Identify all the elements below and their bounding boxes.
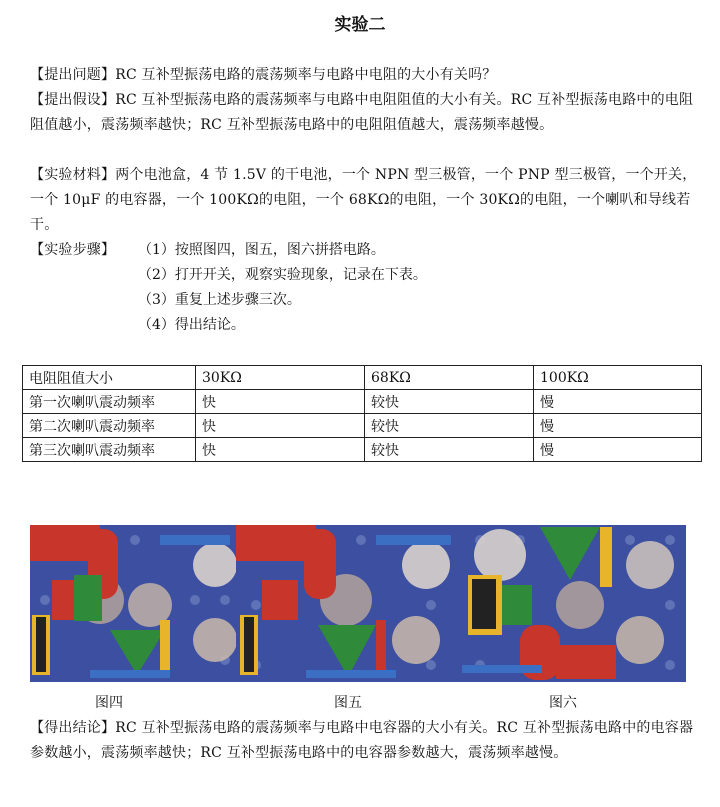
table-cell: 第二次喇叭震动频率 [23, 414, 196, 438]
page-title: 实验二 [334, 15, 386, 35]
table-cell: 较快 [365, 390, 534, 414]
table-cell: 电阻阻值大小 [23, 366, 196, 390]
circuit-photo-fig5 [236, 525, 460, 682]
results-table [22, 365, 702, 462]
table-cell: 第一次喇叭震动频率 [23, 390, 196, 414]
table-cell: 较快 [365, 414, 534, 438]
table-cell: 慢 [534, 390, 702, 414]
conclusion-paragraph: 【得出结论】RC 互补型振荡电路的震荡频率与电路中电容器的大小有关。RC 互补型振荡电路中的电容器参数越小，震荡频率越快；RC 互补型振荡电路中的电容器参数越大，震荡频率越慢。 [30, 720, 694, 761]
circuit-photos [30, 525, 686, 682]
step-item-2: （2）打开开关，观察实验现象，记录在下表。 [138, 267, 427, 283]
table-cell: 较快 [365, 438, 534, 462]
materials-paragraph: 【实验材料】两个电池盒，4 节 1.5V 的干电池，一个 NPN 型三极管，一个 PNP 型三极管，一个开关，一个 10μF 的电容器，一个 100KΩ的电阻，一个 68KΩ的电阻，一个 30KΩ的电阻，一个喇叭和导线若干。 [30, 167, 697, 233]
question-paragraph: 【提出问题】RC 互补型振荡电路的震荡频率与电路中电阻的大小有关吗？ [30, 67, 497, 83]
table-cell: 第三次喇叭震动频率 [23, 438, 196, 462]
table-cell: 68KΩ [365, 366, 534, 390]
table-cell: 慢 [534, 438, 702, 462]
table-cell: 慢 [534, 414, 702, 438]
table-row [23, 390, 702, 414]
step-item-4: （4）得出结论。 [138, 317, 245, 333]
table-cell: 30KΩ [196, 366, 365, 390]
step-item-1: （1）按照图四，图五，图六拼搭电路。 [138, 242, 385, 258]
table-row [23, 438, 702, 462]
table-cell: 快 [196, 390, 365, 414]
table-cell: 100KΩ [534, 366, 702, 390]
figure-caption-5: 图五 [334, 695, 362, 711]
step-item-3: （3）重复上述步骤三次。 [138, 292, 301, 308]
circuit-photo-fig6 [460, 525, 686, 682]
table-cell: 快 [196, 438, 365, 462]
table-row [23, 414, 702, 438]
figure-caption-6: 图六 [549, 695, 577, 711]
circuit-photo-fig4 [30, 525, 236, 682]
table-cell: 快 [196, 414, 365, 438]
steps-label: 【实验步骤】 [30, 242, 116, 258]
table-header-row [23, 366, 702, 390]
hypothesis-paragraph: 【提出假设】RC 互补型振荡电路的震荡频率与电路中电阻阻值的大小有关。RC 互补型振荡电路中的电阻阻值越小，震荡频率越快；RC 互补型振荡电路中的电阻阻值越大，震荡频率越慢。 [30, 92, 694, 133]
figure-caption-4: 图四 [95, 695, 123, 711]
